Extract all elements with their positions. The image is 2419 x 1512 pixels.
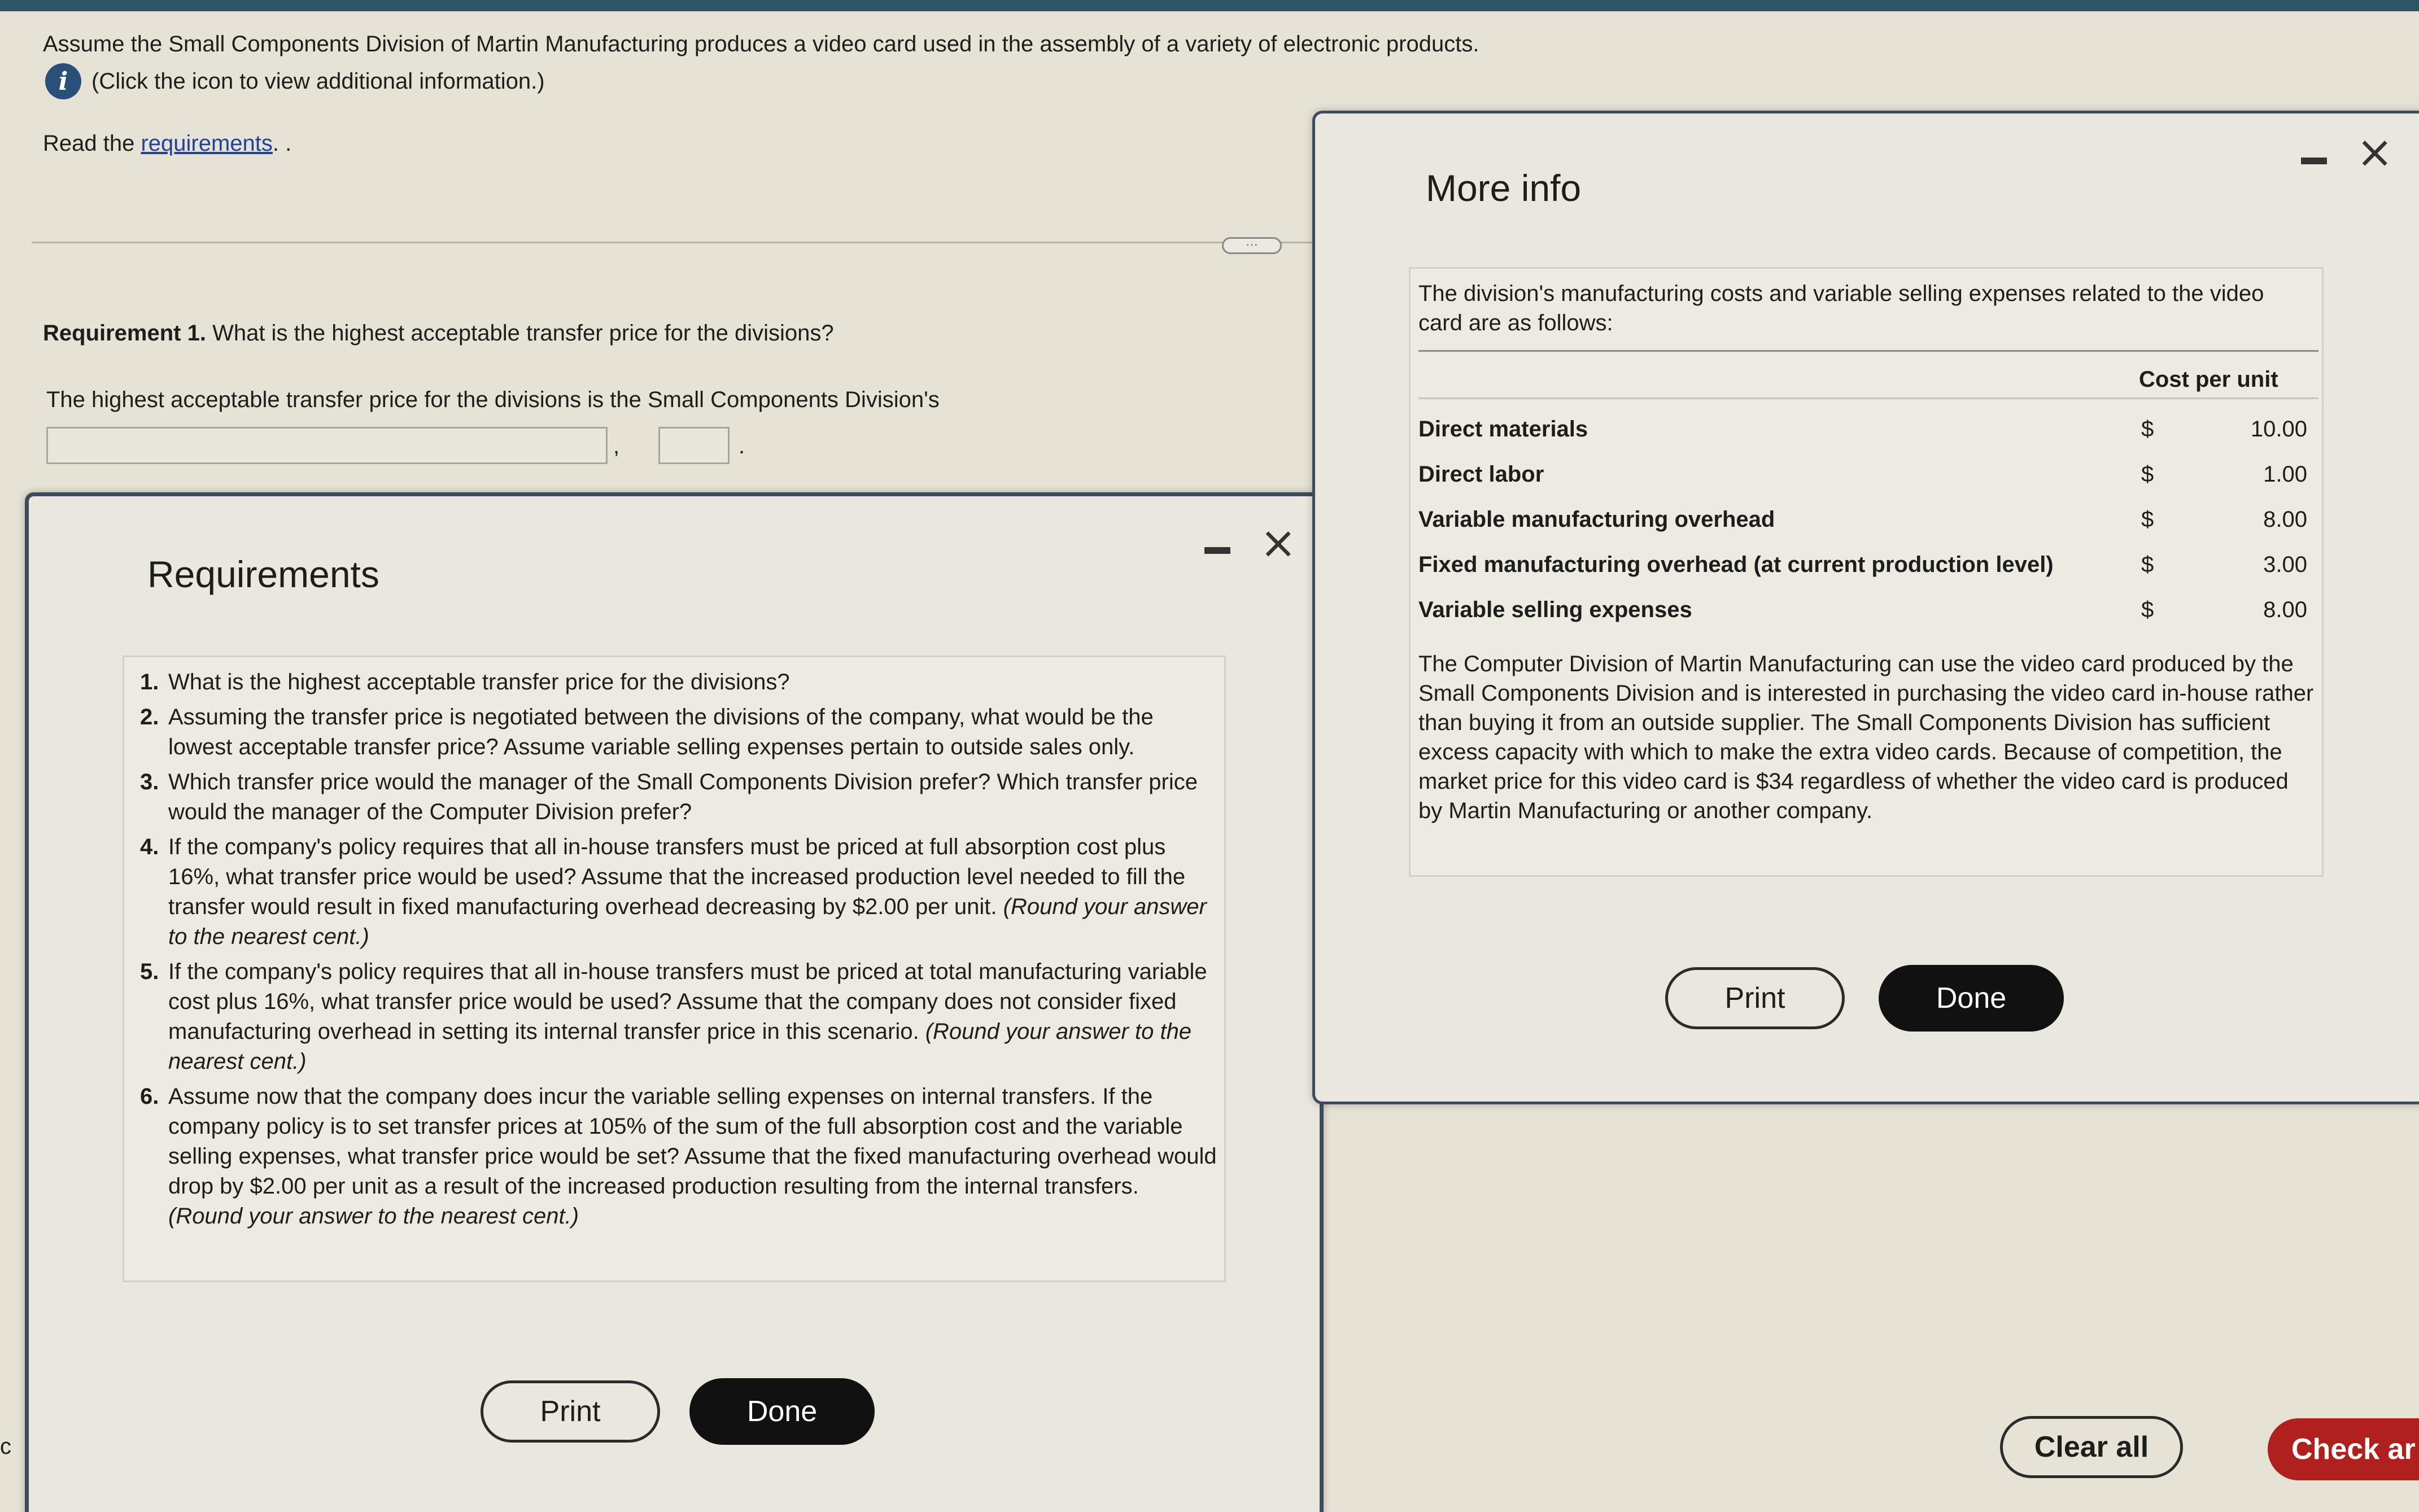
currency-symbol: $ (2141, 597, 2154, 622)
requirement-text (168, 1082, 1219, 1231)
requirement-text-part: What is the highest acceptable transfer price for the divisions? (168, 670, 790, 694)
cost-row (1418, 462, 2316, 507)
currency-symbol: $ (2141, 552, 2154, 577)
edge-glyph: c (0, 1434, 11, 1459)
read-requirements-prefix: Read the (43, 131, 141, 156)
answer-prefix-text: The highest acceptable transfer price for the divisions is the Small Components Division's (46, 387, 940, 412)
rounding-note: (Round your answer to the nearest cent.) (168, 894, 1207, 949)
print-button[interactable]: Print (1665, 967, 1845, 1029)
info-hint[interactable] (45, 63, 545, 99)
cost-amount: 3.00 (2263, 552, 2307, 577)
more-info-title: More info (1426, 167, 1582, 209)
requirement-text-part: If the company's policy requires that all in-house transfers must be priced at total manufacturing variable cost plus 16%, what transfer price would be used? Assume that the company does not consider fixed manufacturing overhead in setting its internal transfer price in this scenario. (168, 959, 1207, 1044)
requirements-dialog (25, 492, 1324, 1512)
cost-info-box (1409, 267, 2324, 877)
currency-symbol: $ (2141, 462, 2154, 487)
print-button[interactable]: Print (481, 1380, 660, 1443)
cost-outro: The Computer Division of Martin Manufacturing can use the video card produced by the Small Components Division and is interested in purchasing the video card in-house rather than buying it from an outside supplier. The Small Components Division has sufficient excess capacity with which to make the extra video cards. Because of competition, the market price for this video card is $34 regardless of whether the video card is produced by Martin Manufacturing or another company. (1418, 652, 2314, 823)
requirement-item (140, 1082, 1224, 1231)
info-hint-text: (Click the icon to view additional information.) (91, 68, 545, 94)
requirements-title: Requirements (147, 553, 379, 595)
read-requirements-suffix: . . (272, 131, 292, 156)
requirement-text (168, 667, 1219, 697)
intro-divider (1418, 350, 2318, 352)
close-icon[interactable]: × (2356, 127, 2394, 178)
check-answer-button[interactable]: Check ar (2268, 1418, 2419, 1480)
cost-amount: 10.00 (2250, 417, 2307, 442)
requirement-text-part: Assume now that the company does incur the variable selling expenses on internal transfers. If the company policy is to set transfer prices at 105% of the sum of the full absorption cost and the variable selling expenses, what transfer price would be set? Assume that the fixed manufacturing overhead would drop by $2.00 per unit as a result of the increased production resulting from the internal transfers. (168, 1084, 1217, 1199)
currency-symbol: $ (2141, 507, 2154, 532)
requirement-item (140, 702, 1224, 762)
cost-per-unit-header: Cost per unit (2139, 367, 2278, 392)
requirement-number: 6. (140, 1084, 159, 1109)
answer-input[interactable] (658, 427, 730, 464)
requirement-text-part: Assuming the transfer price is negotiated between the divisions of the company, what would be the lowest acceptable transfer price? Assume variable selling expenses pertain to outside sales only. (168, 705, 1154, 759)
header-divider (1418, 397, 2318, 399)
read-requirements (43, 131, 291, 156)
top-header-strip (0, 0, 2419, 11)
cost-label: Variable selling expenses (1418, 597, 1692, 622)
minimize-icon[interactable] (2301, 158, 2327, 164)
currency-symbol: $ (2141, 417, 2154, 442)
answer-period: . (739, 434, 745, 458)
requirement-number: 2. (140, 705, 159, 729)
requirement-number: 4. (140, 834, 159, 859)
answer-comma: , (613, 434, 620, 458)
cost-label: Variable manufacturing overhead (1418, 507, 1775, 532)
minimize-icon[interactable] (1204, 547, 1230, 554)
cost-amount: 1.00 (2263, 462, 2307, 487)
requirement-1-label: Requirement 1. (43, 321, 206, 346)
requirement-number: 5. (140, 959, 159, 984)
answer-dropdown[interactable] (46, 427, 608, 464)
requirement-text-part: Which transfer price would the manager of the Small Components Division prefer? Which transfer price would the manager of the Computer Division prefer? (168, 770, 1198, 824)
cost-amount: 8.00 (2263, 507, 2307, 532)
close-icon[interactable]: × (1260, 518, 1297, 569)
requirements-list-box (123, 656, 1226, 1282)
requirement-text (168, 832, 1219, 952)
requirements-link[interactable]: requirements (141, 131, 273, 156)
requirement-item (140, 667, 1224, 697)
clear-all-button[interactable]: Clear all (2000, 1416, 2183, 1478)
rounding-note: (Round your answer to the nearest cent.) (168, 1019, 1192, 1074)
cost-row (1418, 417, 2316, 462)
question-intro: Assume the Small Components Division of Martin Manufacturing produces a video card used in the assembly of a variety of electronic products. (43, 32, 1479, 56)
requirements-list (140, 667, 1224, 1231)
requirement-item (140, 832, 1224, 952)
requirement-item (140, 957, 1224, 1077)
requirement-text-part: If the company's policy requires that all in-house transfers must be priced at full absorption cost plus 16%, what transfer price would be used? Assume that the increased production level needed to fill the transfer would result in fixed manufacturing overhead decreasing by $2.00 per unit. (168, 834, 1186, 919)
requirement-number: 1. (140, 670, 159, 694)
info-icon[interactable]: i (45, 63, 81, 99)
cost-row (1418, 507, 2316, 552)
cost-intro: The division's manufacturing costs and variable selling expenses related to the video card are as follows: (1418, 281, 2264, 335)
done-button[interactable]: Done (1879, 965, 2064, 1032)
requirement-text (168, 767, 1219, 827)
section-divider (32, 242, 1313, 243)
requirement-number: 3. (140, 770, 159, 794)
rounding-note: (Round your answer to the nearest cent.) (168, 1204, 579, 1229)
requirement-1-question: What is the highest acceptable transfer price for the divisions? (206, 321, 834, 346)
cost-amount: 8.00 (2263, 597, 2307, 622)
cost-row (1418, 597, 2316, 643)
cost-row (1418, 552, 2316, 597)
divider-handle[interactable]: ··· (1222, 237, 1282, 254)
more-info-dialog (1312, 111, 2419, 1104)
cost-label: Direct labor (1418, 462, 1544, 487)
requirement-1-heading (43, 321, 834, 346)
requirement-text (168, 957, 1219, 1077)
requirement-item (140, 767, 1224, 827)
cost-label: Fixed manufacturing overhead (at current production level) (1418, 552, 2054, 577)
cost-label: Direct materials (1418, 417, 1588, 442)
done-button[interactable]: Done (689, 1378, 875, 1445)
requirement-text (168, 702, 1219, 762)
